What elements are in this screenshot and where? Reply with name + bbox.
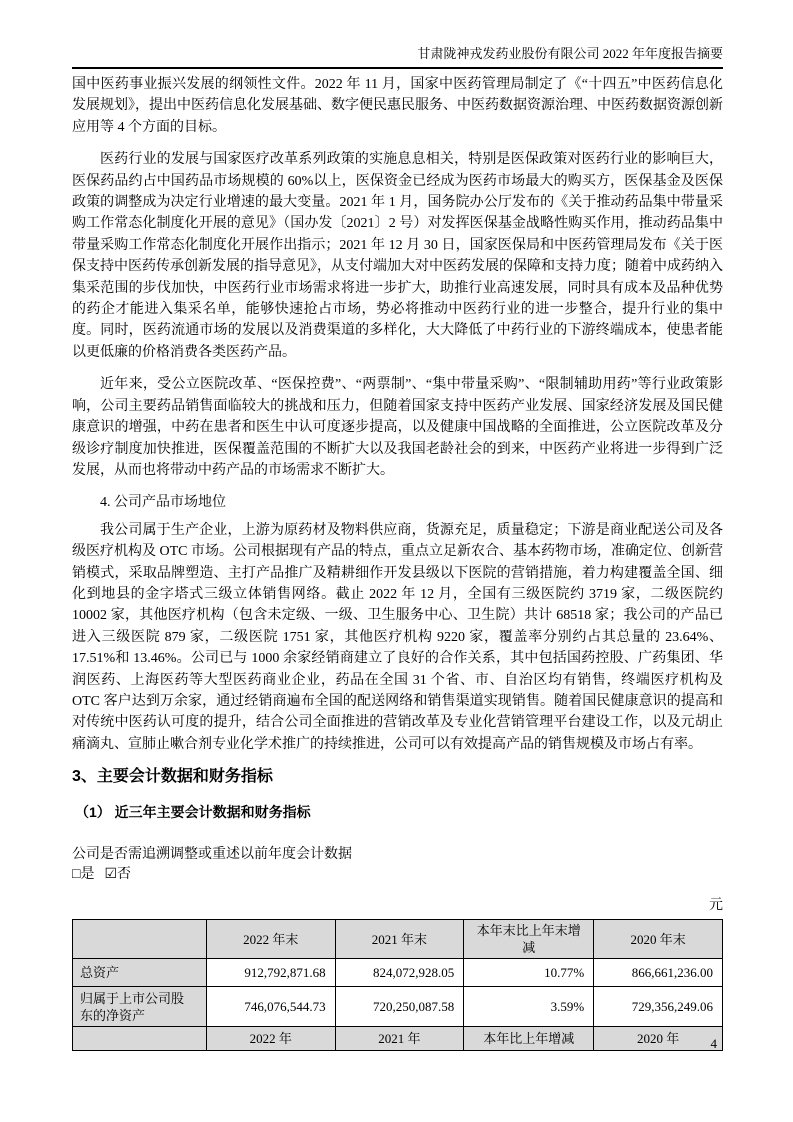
page-header — [72, 46, 723, 69]
row-label-net-assets: 归属于上市公司股东的净资产 — [73, 987, 207, 1027]
paragraph-market-position: 我公司属于生产企业，上游为原药材及物料供应商，货源充足，质量稳定；下游是商业配送公司及各级医疗机构及 OTC 市场。公司根据现有产品的特点，重点立足新农合、基本药物市场，准确定位、创新营销模式，采取品牌塑造、主打产品推广及精耕细作开发县级以下医院的营销措施，着力构建覆盖全国、细化到地县的金字塔式三级立体销售网络。截止 2022 年 12 月，全国有三级医院约 3719 家，二级医院约 10002 家，其他医疗机构（包含未定级、一级、卫生服务中心、卫生院）共计 68518 家；我公司的产品已进入三级医院 879 家，二级医院 1751 家，其他医疗机构 9220 家，覆盖率分别约占其总量的 23.64%、17.51%和 13.46%。公司已与 1000 余家经销商建立了良好的合作关系，其中包括国药控股、广药集团、华润医药、上海医药等大型医药商业企业，药品在全国 31 个省、市、自治区均有销售，终端医疗机构及 OTC 客户达到万余家，通过经销商遍布全国的配送网络和销售渠道实现销售。随着国民健康意识的提高和对传统中医药认可度的提升，结合公司全面推进的营销改革及专业化营销管理平台建设工作，以及元胡止痛滴丸、宣肺止嗽合剂专业化学术推广的持续推进，公司可以有效提高产品的销售规模及市场占有率。 — [72, 522, 723, 752]
report-title: 甘肃陇神戎发药业股份有限公司 2022 年年度报告摘要 — [417, 46, 723, 61]
cell-total-assets-2022: 912,792,871.68 — [206, 959, 335, 987]
section-3-heading: 3、主要会计数据和财务指标 — [72, 768, 273, 786]
row-label-total-assets: 总资产 — [73, 959, 207, 987]
header-cell-yoy-end-change: 本年末比上年末增减 — [464, 920, 594, 959]
header-cell-2021-end: 2021 年末 — [335, 920, 464, 959]
cell-total-assets-change: 10.77% — [464, 959, 594, 987]
currency-unit-label: 元 — [709, 898, 723, 914]
header-cell-2020: 2020 年 — [594, 1027, 723, 1051]
table-header-row-year-end — [73, 920, 723, 959]
cell-net-assets-2020: 729,356,249.06 — [594, 987, 723, 1027]
checkbox-no: ☑否 — [104, 867, 132, 883]
header-cell-yoy-change: 本年比上年增减 — [464, 1027, 594, 1051]
table-row-net-assets — [73, 987, 723, 1027]
table-header-row-year — [73, 1027, 723, 1051]
header-cell-2020-end: 2020 年末 — [594, 920, 723, 959]
restatement-answer — [72, 865, 723, 885]
paragraph-industry-outlook: 近年来，受公立医院改革、“医保控费”、“两票制”、“集中带量采购”、“限制辅助用药”等行业政策影响，公司主要药品销售面临较大的挑战和压力，但随着国家支持中医药产业发展、国家经济发展及国民健康意识的增强，中药在患者和医生中认可度逐步提高，以及健康中国战略的全面推进，公立医院改革及分级诊疗制度加快推进，医保覆盖范围的不断扩大以及我国老龄社会的到来，中医药产业将进一步得到广泛发展，从而也将带动中药产品的市场需求不断扩大。 — [72, 377, 723, 478]
page-number: 4 — [710, 1036, 717, 1051]
header-cell-empty-2 — [73, 1027, 207, 1051]
document-body — [72, 69, 723, 1051]
section-4-market-position-heading: 4. 公司产品市场地位 — [100, 495, 226, 511]
cell-net-assets-2022: 746,076,544.73 — [206, 987, 335, 1027]
paragraph-industry-policy: 医药行业的发展与国家医疗改革系列政策的实施息息相关，特别是医保政策对医药行业的影响巨大，医保药品约占中国药品市场规模的 60%以上，医保资金已经成为医药市场最大的购买方，医保基金及医保政策的调整成为决定行业增速的最大变量。2021 年 1 月，国务院办公厅发布的《关于推动药品集中带量采购工作常态化制度化开展的意见》（国办发〔2021〕2 号）对发挥医保基金战略性购买作用，推动药品集中带量采购工作常态化制度化开展作出指示；2021 年 12 月 30 日，国家医保局和中医药管理局发布《关于医保支持中医药传承创新发展的指导意见》，从支付端加大对中医药发展的保障和支持力度；随着中成药纳入集采范围的步伐加快，中医药行业市场需求将进一步扩大，助推行业高速发展，同时具有成本及品种优势的药企才能进入集采名单，能够快速抢占市场，势必将推动中医药行业的进一步整合，提升行业的集中度。同时，医药流通市场的发展以及消费渠道的多样化，大大降低了中药行业的下游终端成本，使患者能以更低廉的价格消费各类医药产品。 — [72, 152, 723, 360]
table-row-total-assets — [73, 959, 723, 987]
restatement-question: 公司是否需追溯调整或重述以前年度会计数据 — [72, 847, 352, 863]
cell-net-assets-change: 3.59% — [464, 987, 594, 1027]
header-cell-empty — [73, 920, 207, 959]
header-cell-2022: 2022 年 — [206, 1027, 335, 1051]
subsection-1-heading: （1） 近三年主要会计数据和财务指标 — [75, 804, 311, 821]
cell-total-assets-2020: 866,661,236.00 — [594, 959, 723, 987]
financial-indicators-table — [72, 919, 723, 1051]
header-cell-2022-end: 2022 年末 — [206, 920, 335, 959]
header-cell-2021: 2021 年 — [335, 1027, 464, 1051]
paragraph-policy-continuation: 国中医药事业振兴发展的纲领性文件。2022 年 11 月，国家中医药管理局制定了《“十四五”中医药信息化发展规划》，提出中医药信息化发展基础、数字便民惠民服务、中医药数据资源治理、中医药数据资源创新应用等 4 个方面的目标。 — [72, 77, 723, 135]
checkbox-yes: □是 — [72, 867, 95, 883]
cell-total-assets-2021: 824,072,928.05 — [335, 959, 464, 987]
cell-net-assets-2021: 720,250,087.58 — [335, 987, 464, 1027]
